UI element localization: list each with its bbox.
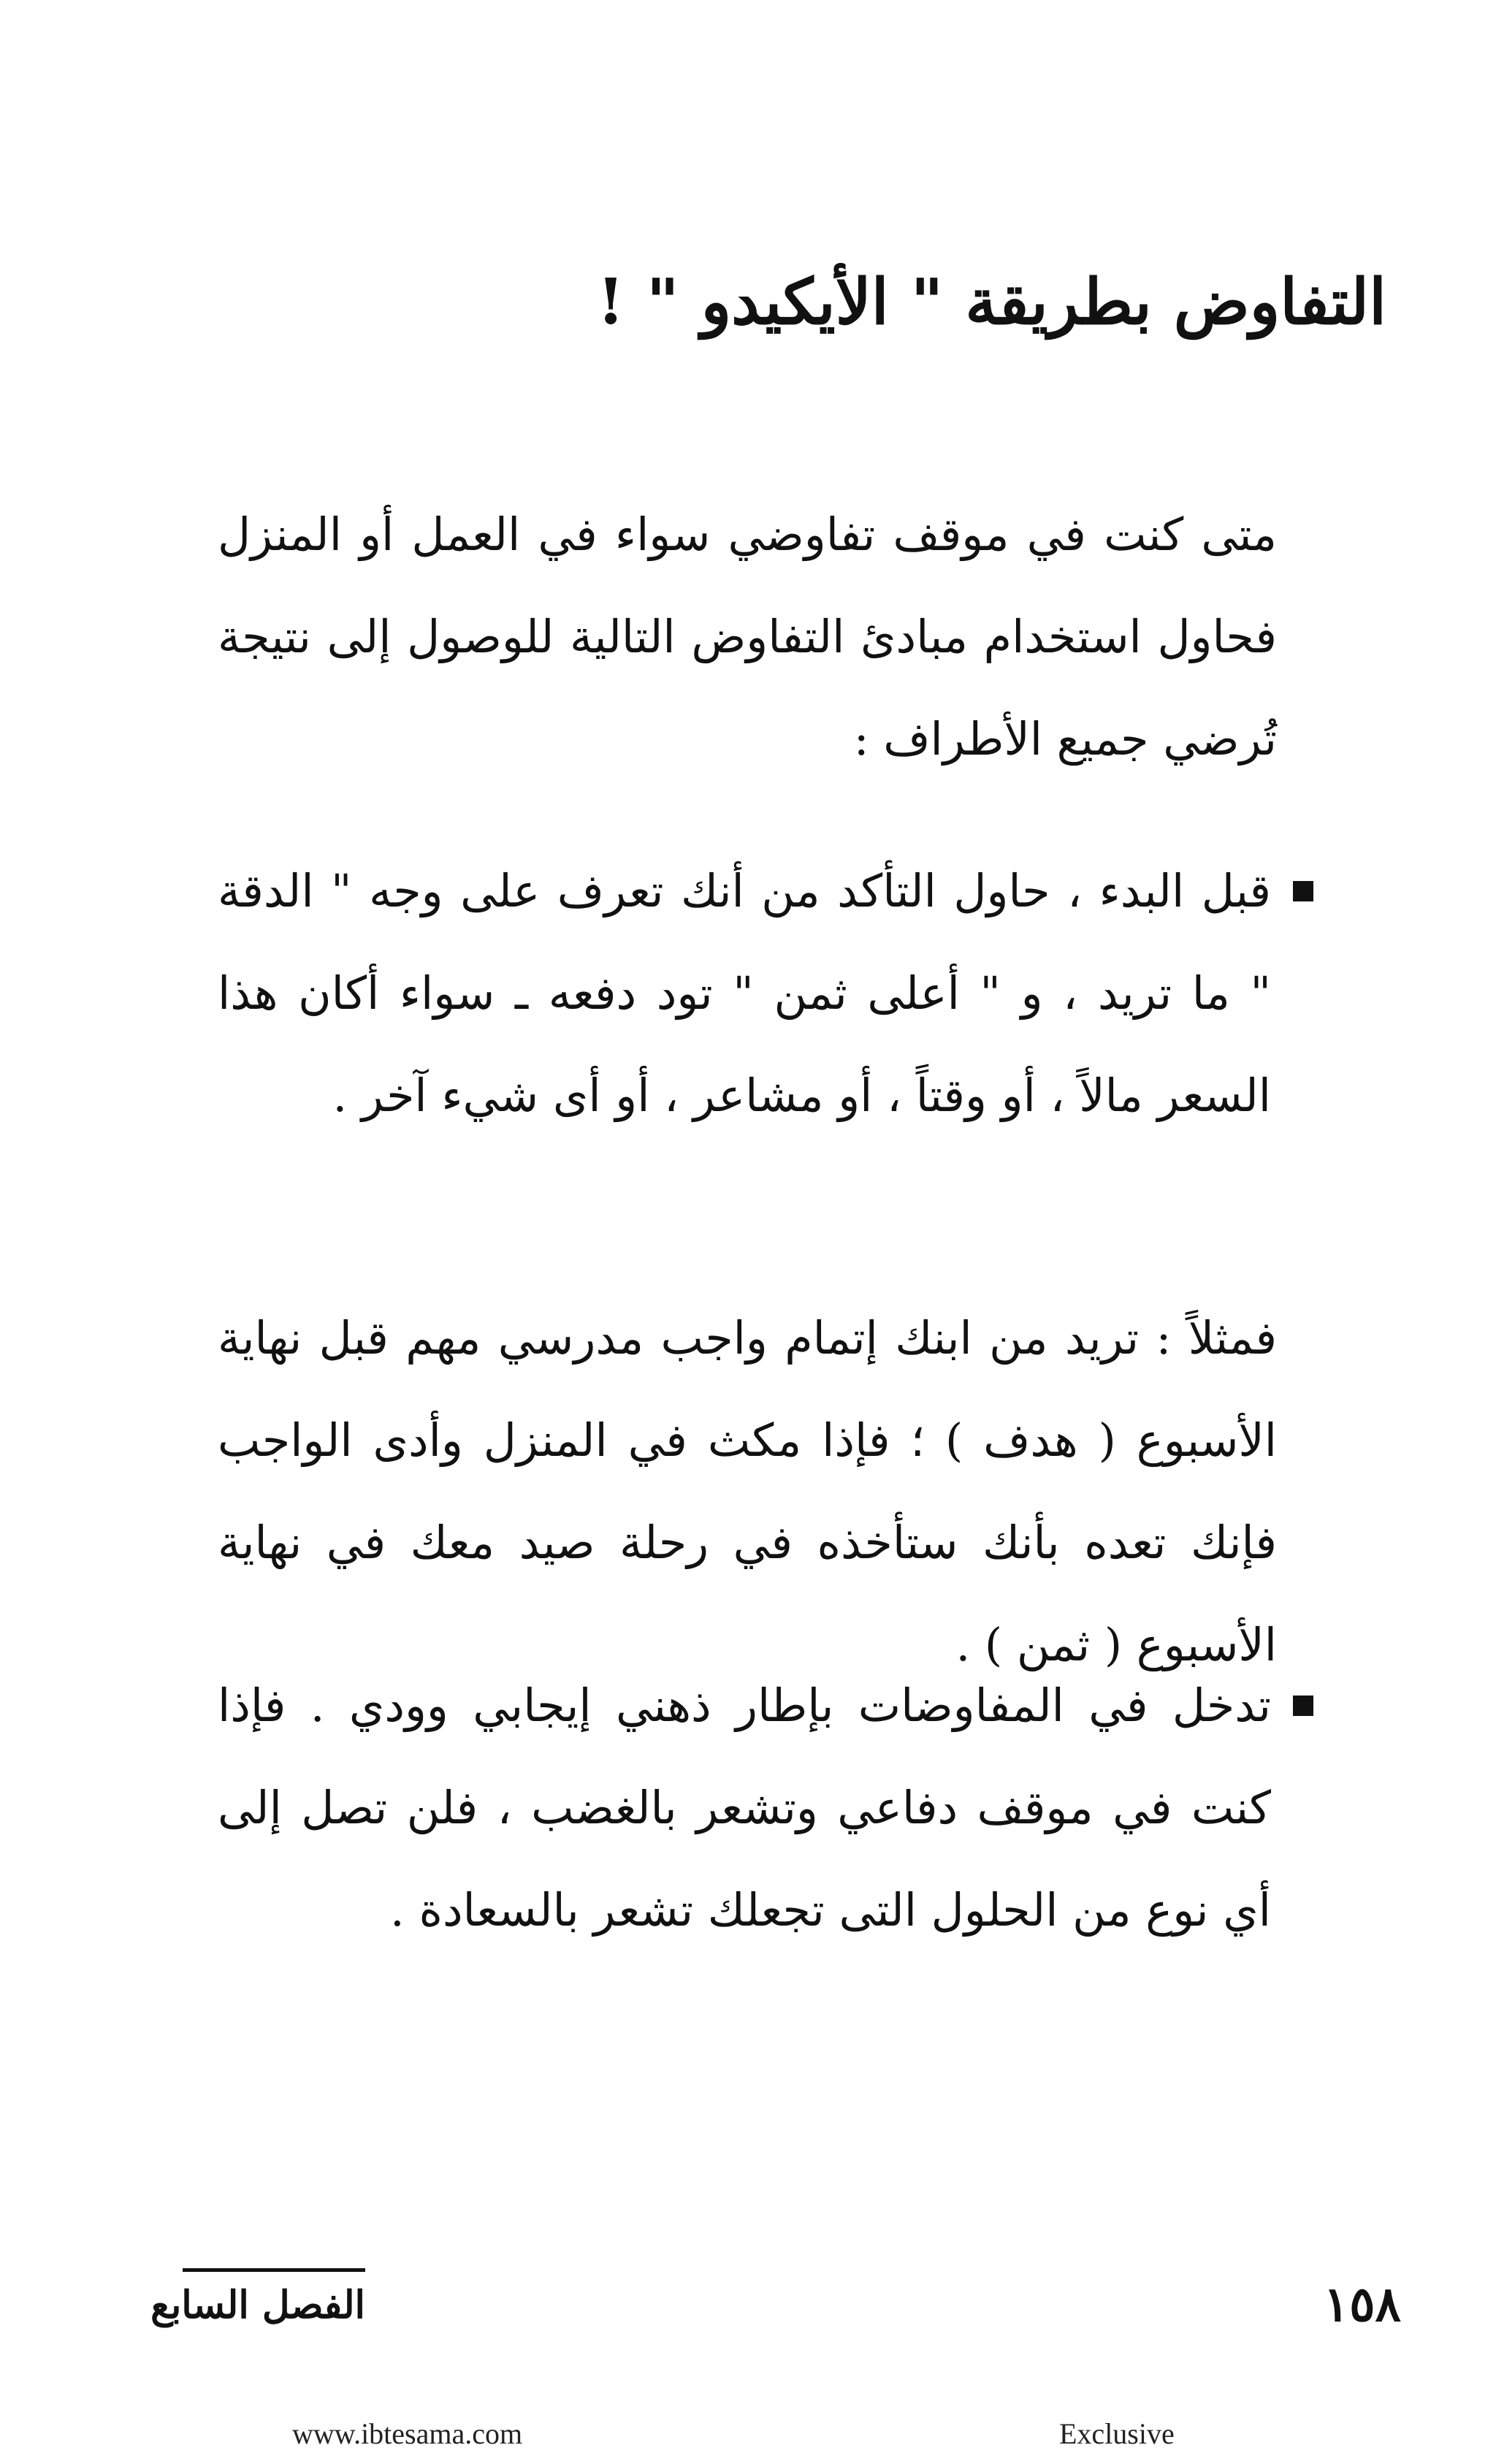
intro-paragraph: متى كنت في موقف تفاوضي سواء في العمل أو المنزل فحاول استخدام مبادئ التفاوض التالية للوصول إلى نتيجة تُرضي جميع الأطراف : [218,508,1277,766]
square-bullet-icon [1293,1696,1313,1716]
footer-website: www.ibtesama.com [292,2417,523,2450]
page-number: ١٥٨ [1323,2276,1401,2333]
example-paragraph: فمثلاً : تريد من ابنك إتمام واجب مدرسي مهم قبل نهاية الأسبوع ( هدف ) ؛ فإذا مكث في المنزل وأدى الواجب فإنك تعده بأنك ستأخذه في رحلة صيد معك في نهاية الأسبوع ( ثمن ) . [218,1311,1277,1671]
square-bullet-icon [1293,881,1313,901]
bullet-text: قبل البدء ، حاول التأكد من أنك تعرف على وجه " الدقة " ما تريد ، و " أعلى ثمن " تود دفعه ـ سواء أكان هذا السعر مالاً ، أو وقتاً ، أو مشاعر ، أو أى شيء آخر . [218,864,1271,1122]
bullet-text: تدخل في المفاوضات بإطار ذهني إيجابي وودي . فإذا كنت في موقف دفاعي وتشعر بالغضب ، فلن تصل إلى أي نوع من الحلول التى تجعلك تشعر بالسعادة . [218,1679,1271,1937]
chapter-label: الفصل السابع [150,2283,365,2327]
bullet-item-2 [218,1655,1313,1961]
chapter-divider [183,2268,365,2272]
footer-tag: Exclusive [1059,2417,1175,2450]
bullet-item-1 [218,840,1313,1147]
section-title: التفاوض بطريقة " الأيكيدو " ! [597,264,1386,339]
